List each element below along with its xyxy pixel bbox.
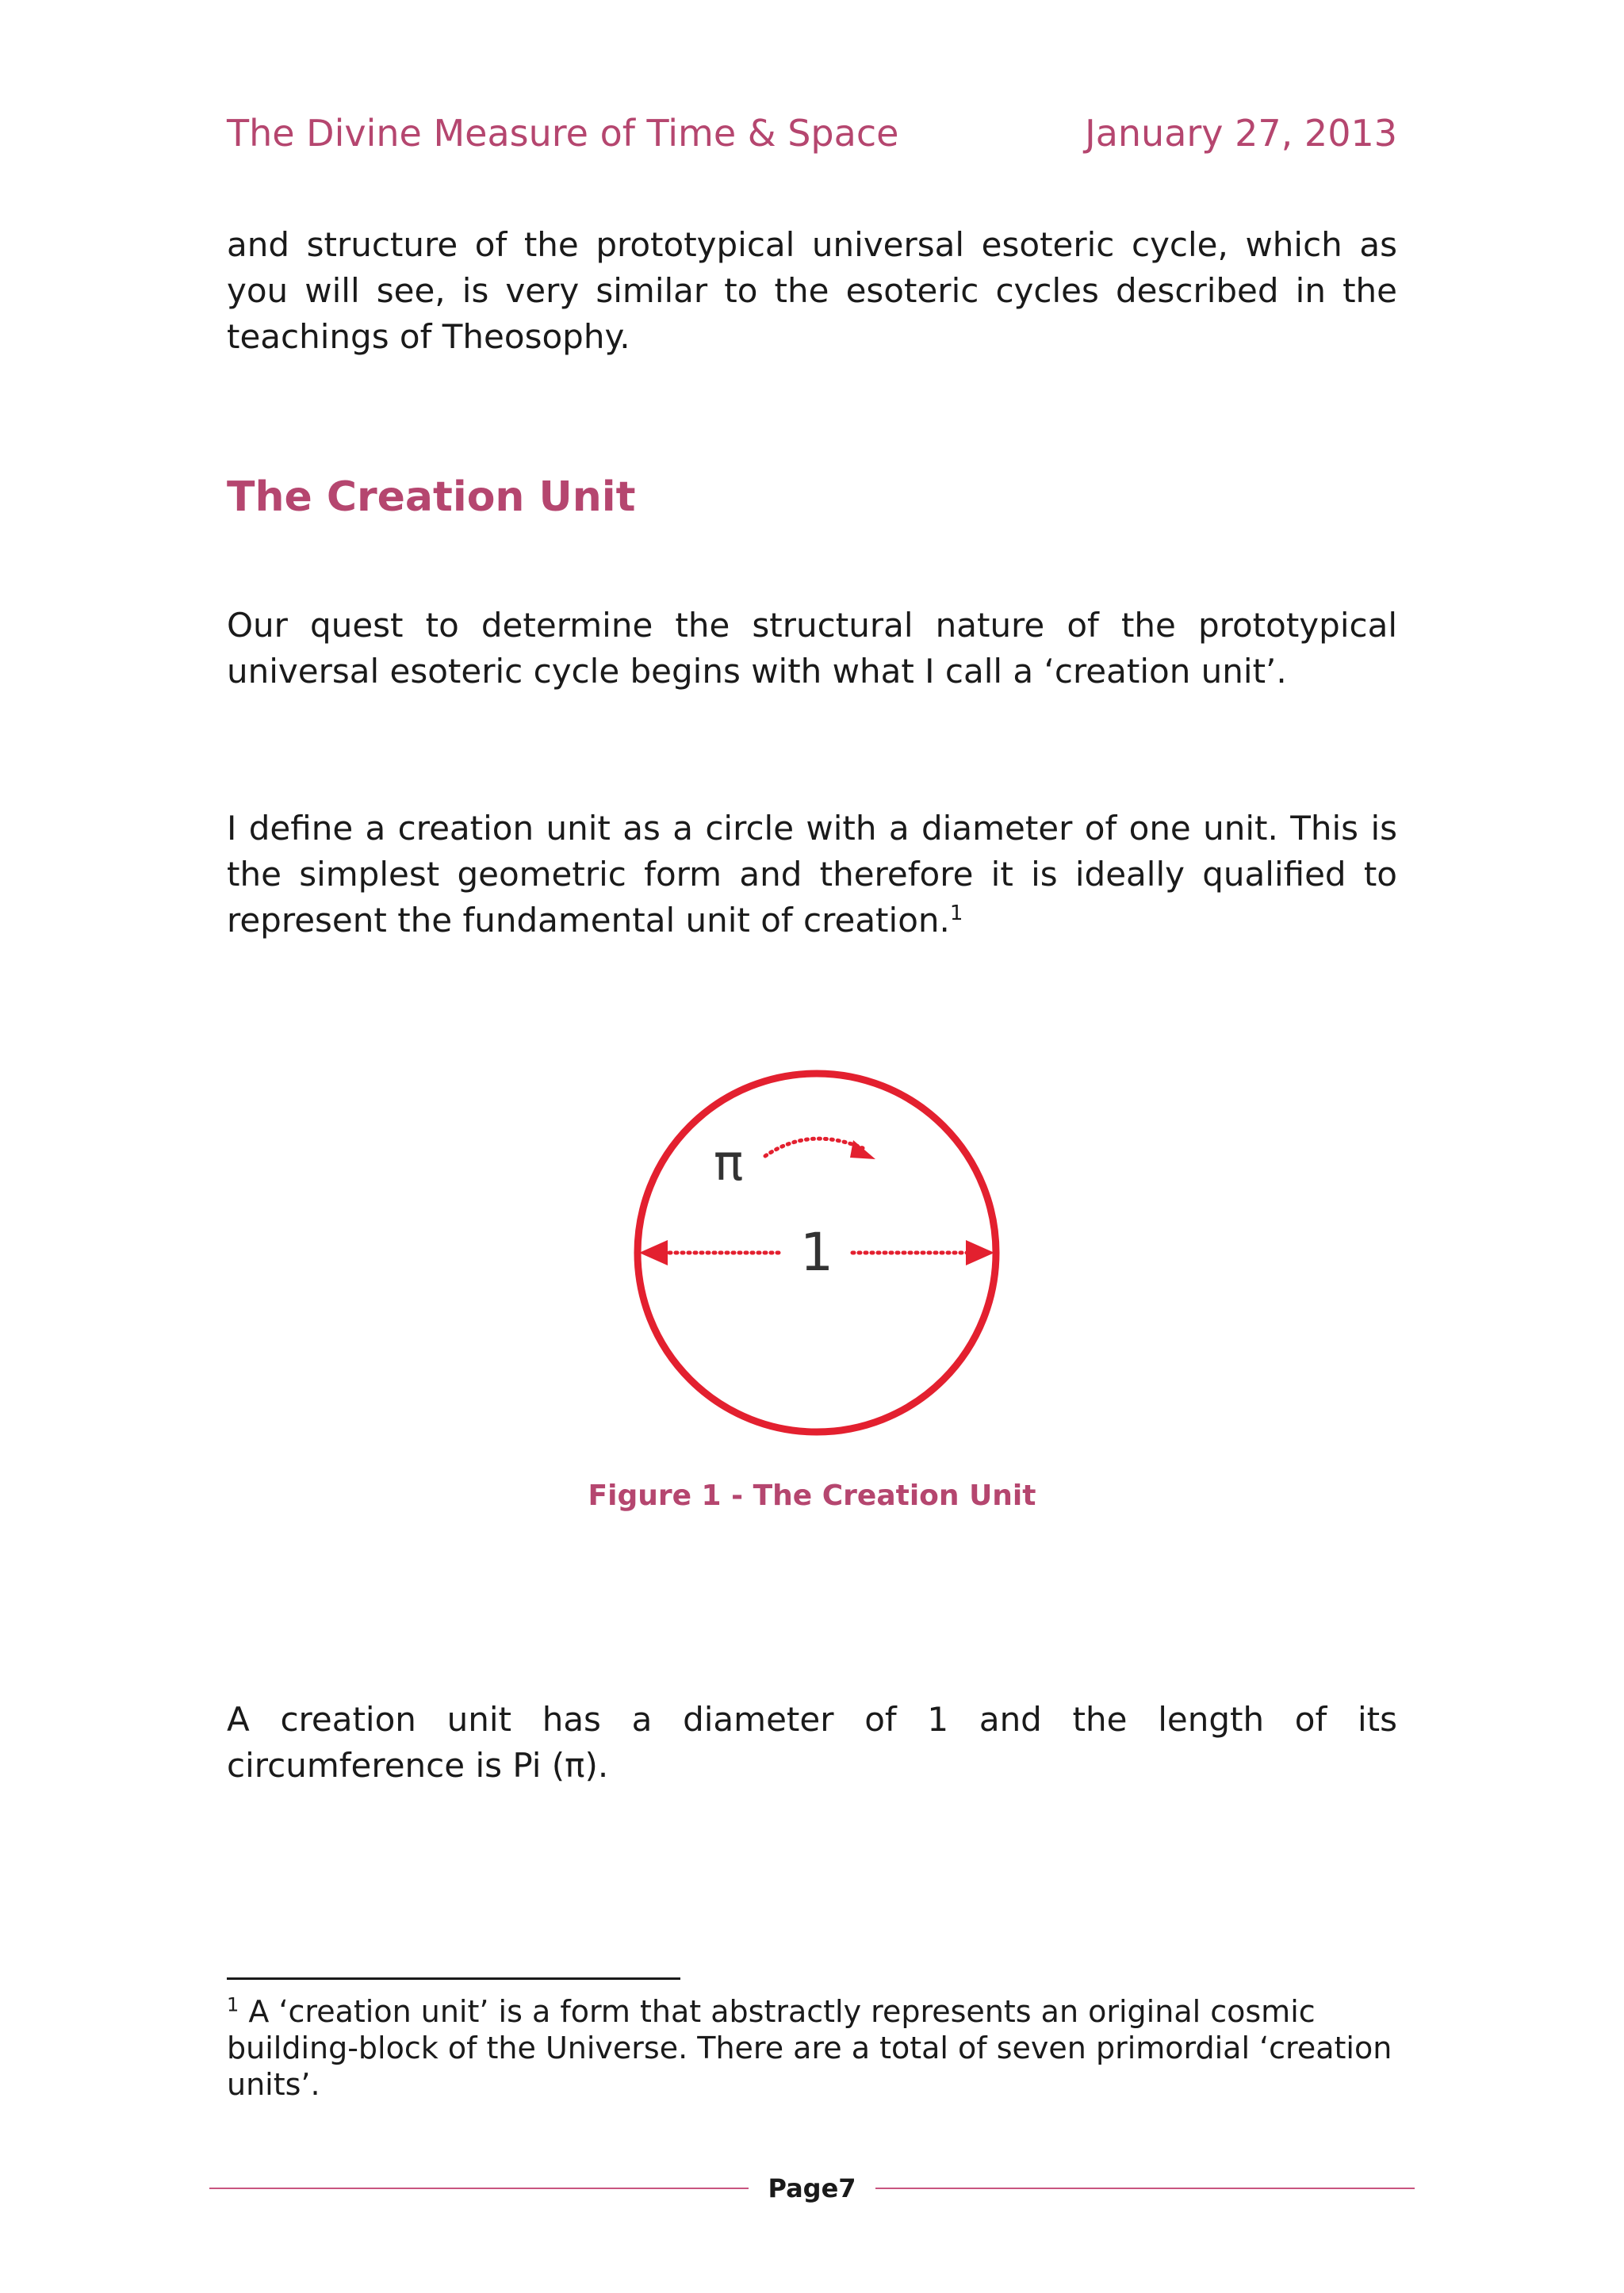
diameter-arrowhead-left (639, 1240, 668, 1265)
footnote-marker: 1 (227, 1993, 239, 2016)
page-number: Page7 (768, 2173, 856, 2203)
section-heading: The Creation Unit (227, 473, 636, 521)
diameter-arrowhead-right (966, 1240, 994, 1265)
footnote-reference[interactable]: 1 (949, 902, 963, 925)
paragraph-circumference: A creation unit has a diameter of 1 and the length of its circumference is Pi (π). (227, 1700, 1397, 1785)
paragraph-quest: Our quest to determine the structural nature of the prototypical universal esoteric cycle begins with what I call a ‘creation unit’. (227, 606, 1397, 691)
paragraph-define (227, 806, 1397, 944)
document-title: The Divine Measure of Time & Space (227, 112, 899, 155)
footnote-text: A ‘creation unit’ is a form that abstractly represents an original cosmic building-block of the Universe. There are a total of seven primordial ‘creation units’. (227, 1994, 1392, 2102)
diameter-label: 1 (800, 1222, 833, 1283)
paragraph-define-text: I define a creation unit as a circle with a diameter of one unit. This is the simplest geometric form and therefore it is ideally qualified to represent the fundamental unit of creation. (227, 809, 1397, 940)
running-header (227, 109, 1397, 157)
creation-unit-diagram (619, 1055, 1015, 1451)
figure-caption: Figure 1 - The Creation Unit (588, 1480, 1036, 1512)
paragraph-intro: and structure of the prototypical universal esoteric cycle, which as you will see, is very similar to the esoteric cycles described in the teachings of Theosophy. (227, 225, 1397, 356)
footer-rule-right (875, 2188, 1415, 2189)
circumference-arrowhead (850, 1140, 875, 1159)
creation-unit-figure (619, 1055, 1015, 1451)
footnote-separator (227, 1977, 680, 1980)
page-footer (209, 2165, 1415, 2212)
document-date: January 27, 2013 (1085, 112, 1397, 155)
pi-label: π (714, 1134, 744, 1192)
footnote (227, 1993, 1397, 2103)
circumference-arrow (765, 1139, 863, 1156)
